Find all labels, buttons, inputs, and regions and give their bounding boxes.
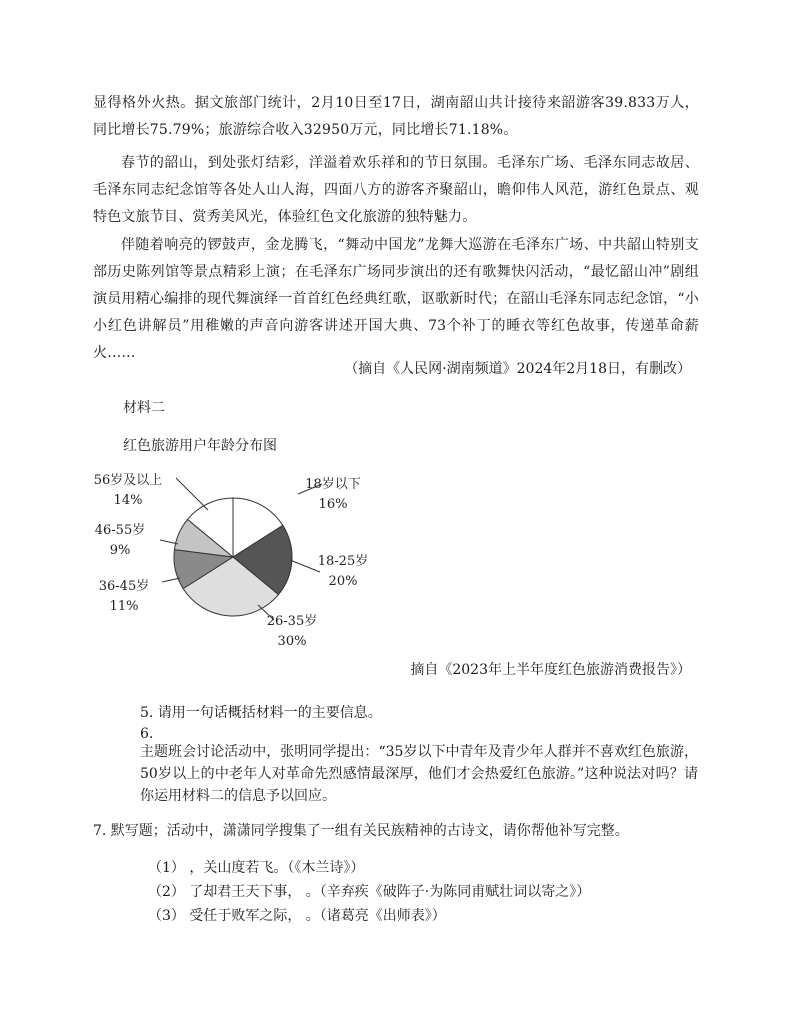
pie-leader-line-1 <box>290 560 320 572</box>
pie-percent-3: 11% <box>109 599 139 614</box>
pie-leader-line-5 <box>176 478 208 510</box>
material1-paragraph-1: 显得格外火热。据文旅部门统计，2月10日至17日，湖南韶山共计接待来韶游客39.833万人，同比增长75.79%；旅游综合收入32950万元，同比增长71.18%。 <box>93 95 699 138</box>
question-7: 7. 默写题；活动中，潇潇同学搜集了一组有关民族精神的古诗文，请你帮他补写完整。 <box>93 823 629 839</box>
pie-label-2: 26-35岁 <box>266 614 318 629</box>
pie-label-4: 46-55岁 <box>94 523 146 538</box>
fill-blank-1: （1） ，关山度若飞。（《木兰诗》） <box>148 860 365 876</box>
question-6-number: 6. <box>140 726 154 742</box>
age-distribution-pie-chart <box>80 460 400 660</box>
material2-heading: 材料二 <box>123 400 165 416</box>
chart-title: 红色旅游用户年龄分布图 <box>123 438 277 454</box>
fill-blank-3: （3） 受任于败军之际， 。（诸葛亮《出师表》） <box>148 908 446 924</box>
question-5: 5. 请用一句话概括材料一的主要信息。 <box>140 705 382 721</box>
pie-percent-5: 14% <box>113 493 143 508</box>
material1-paragraph-3: 伴随着响亮的锣鼓声，金龙腾飞，“舞动中国龙”龙舞大巡游在毛泽东广场、中共韶山特别支部历史陈列馆等景点精彩上演；在毛泽东广场同步演出的还有歌舞快闪活动，“最忆韶山冲”剧组演员用精心编排的现代舞演绎一首首红色经典红歌，讴歌新时代；在韶山毛泽东同志纪念馆，“小小红色讲解员”用稚嫩的声音向游客讲述开国大典、73个补丁的睡衣等红色故事，传递革命薪火…… <box>93 237 699 361</box>
pie-label-5: 56岁及以上 <box>93 473 163 488</box>
pie-label-1: 18-25岁 <box>317 554 369 569</box>
fill-blank-2: （2） 了却君王天下事， 。（辛弃疾《破阵子·为陈同甫赋壮词以寄之》） <box>148 884 591 900</box>
material1-source: （摘自《人民网·湖南频道》2024年2月18日，有删改） <box>344 361 691 377</box>
material1-paragraph-2: 春节的韶山，到处张灯结彩，洋溢着欢乐祥和的节日氛围。毛泽东广场、毛泽东同志故居、毛泽东同志纪念馆等各处人山人海，四面八方的游客齐聚韶山，瞻仰伟人风范，游红色景点、观特色文旅节目、赏秀美风光，体验红色文化旅游的独特魅力。 <box>93 155 699 225</box>
pie-leader-line-4 <box>160 540 178 544</box>
pie-percent-2: 30% <box>277 634 307 649</box>
pie-percent-4: 9% <box>109 543 131 558</box>
pie-percent-0: 16% <box>318 497 348 512</box>
pie-percent-1: 20% <box>328 574 358 589</box>
pie-label-3: 36-45岁 <box>98 579 150 594</box>
pie-leader-line-3 <box>162 578 180 582</box>
material2-source: 摘自《2023年上半年度红色旅游消费报告》） <box>410 662 691 678</box>
pie-label-0: 18岁以下 <box>305 477 361 492</box>
question-6-text: 主题班会讨论活动中，张明同学提出：“35岁以下中青年及青少年人群并不喜欢红色旅游，50岁以上的中老年人对革命先烈感情最深厚，他们才会热爱红色旅游。”这种说法对吗？请你运用材料二的信息予以回应。 <box>140 744 698 804</box>
